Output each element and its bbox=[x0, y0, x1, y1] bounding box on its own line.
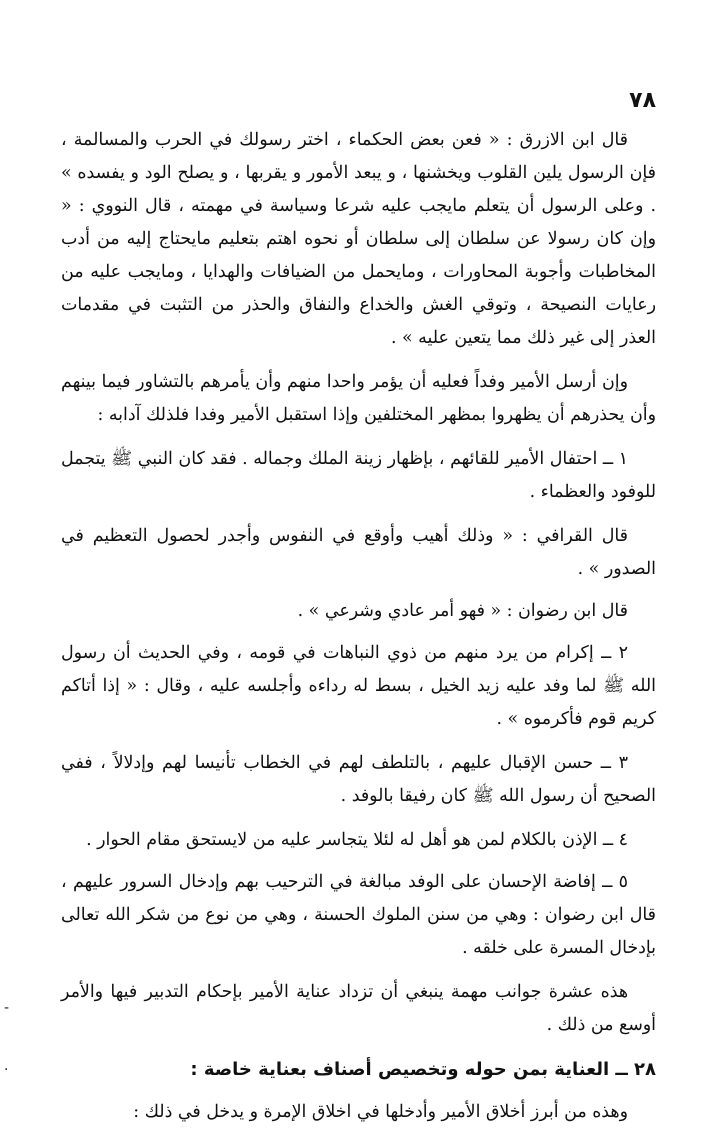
page-body bbox=[61, 124, 656, 1140]
quote-ibn-ridwan: قال ابن رضوان : « فهو أمر عادي وشرعي » . bbox=[297, 601, 628, 621]
page-number: ٧٨ bbox=[629, 88, 656, 113]
list-item-5-generosity: ٥ ــ إفاضة الإحسان على الوفد مبالغة في الترحيب بهم وإدخال السرور عليهم ، قال ابن رضوان : وهي من سنن الملوك الحسنة ، وهي من نوع من شكر الله تعالى بإدخال المسرة على خلقه . bbox=[61, 872, 656, 958]
scan-mark: - bbox=[4, 1000, 10, 1016]
list-item-1-celebration: ١ ــ احتفال الأمير للقائهم ، بإظهار زينة الملك وجماله . فقد كان النبي ﷺ يتجمل للوفود والعظماء . bbox=[61, 449, 656, 502]
paragraph-sending-delegation: وإن أرسل الأمير وفداً فعليه أن يؤمر واحدا منهم وأن يأمرهم بالتشاور فيما بينهم وأن يحذرهم أن يظهروا بمظهر المختلفين وإذا استقبل الأمير وفدا فلذلك آدابه : bbox=[61, 372, 656, 425]
list-item-3-welcoming: ٣ ــ حسن الإقبال عليهم ، بالتلطف لهم في الخطاب تأنيسا لهم وإدلالاً ، ففي الصحيح أن رسول الله ﷺ كان رفيقا بالوفد . bbox=[61, 753, 656, 806]
quote-al-qarafi: قال القرافي : « وذلك أهيب وأوقع في النفوس وأجدر لحصول التعظيم في الصدور » . bbox=[61, 526, 656, 579]
paragraph-ten-aspects: هذه عشرة جوانب مهمة ينبغي أن تزداد عناية الأمير بإحكام التدبير فيها والأمر أوسع من ذلك . bbox=[61, 982, 656, 1035]
list-item-2-honoring: ٢ ــ إكرام من يرد منهم من ذوي النباهات في قومه ، وفي الحديث أن رسول الله ﷺ لما وفد عليه زيد الخيل ، بسط له رداءه وأجلسه عليه ، وقال : « إذا أتاكم كريم قوم فأكرموه » . bbox=[61, 643, 656, 729]
paragraph-ibn-al-azraq: قال ابن الازرق : « فعن بعض الحكماء ، اختر رسولك في الحرب والمسالمة ، فإن الرسول يلين القلوب ويخشنها ، و يبعد الأمور و يقربها ، و يصلح الود و يفسده » . وعلى الرسول أن يتعلم مايجب عليه شرعا وسياسة في مهمته ، قال النووي : « وإن كان رسولا عن سلطان إلى سلطان أو نحوه اهتم بتعليم مايحتاج إليه من أدب المخاطبات وأجوبة المحاورات ، ومايحمل من الضيافات والهدايا ، ومايجب عليه من رعايات النصيحة ، وتوقي الغش والخداع والنفاق والحذر من التثبت في مقدمات العذر إلى غير ذلك مما يتعين عليه » . bbox=[61, 130, 656, 348]
section-heading: ٢٨ ــ العناية بمن حوله وتخصيص أصناف بعناية خاصة : bbox=[190, 1059, 656, 1080]
scan-mark: · bbox=[4, 1062, 9, 1078]
list-item-4-permission-to-speak: ٤ ــ الإذن بالكلام لمن هو أهل له لئلا يتجاسر عليه من لايستحق مقام الحوار . bbox=[86, 830, 628, 850]
section-intro: وهذه من أبرز أخلاق الأمير وأدخلها في اخلاق الإمرة و يدخل في ذلك : bbox=[133, 1102, 628, 1122]
